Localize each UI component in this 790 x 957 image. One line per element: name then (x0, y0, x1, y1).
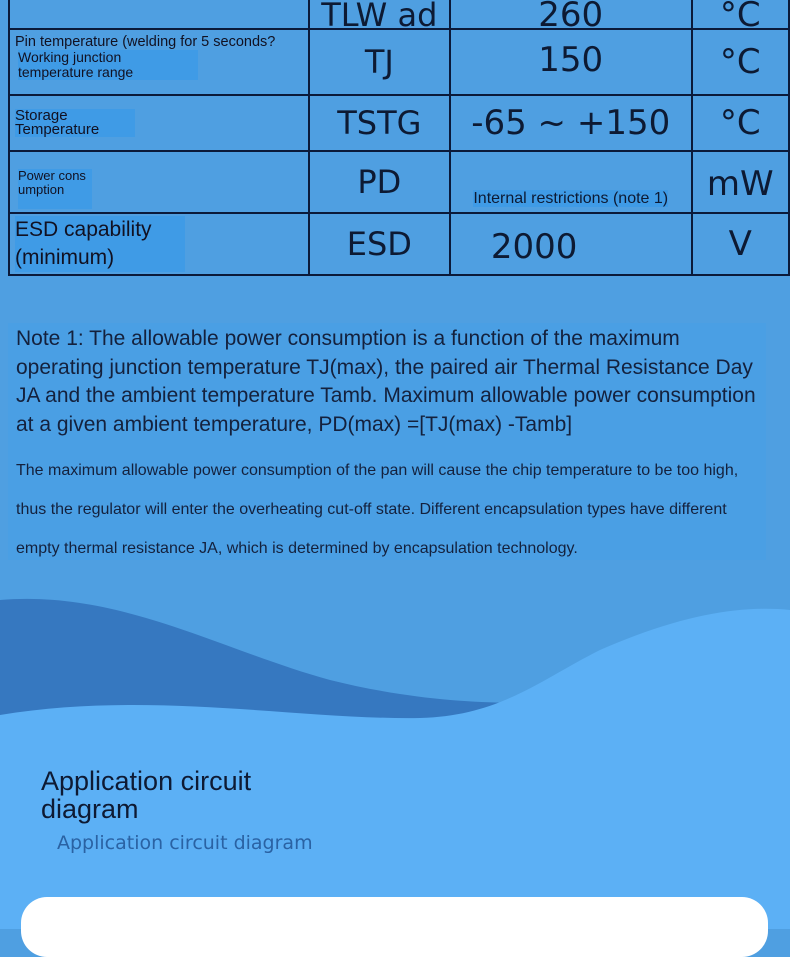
unit-cell: V (692, 213, 789, 275)
table-row (9, 0, 789, 29)
param-text: Storage Temperature (15, 109, 135, 137)
symbol-cell: ESD (309, 213, 450, 275)
param-cell (9, 213, 309, 275)
section-subtitle: Application circuit diagram (57, 832, 313, 854)
param-cell (9, 0, 309, 29)
wave-decoration (0, 590, 790, 929)
value-cell (450, 151, 692, 213)
note-main: Note 1: The allowable power consumption is a function of the maximum operating junction temperature TJ(max), the paired air Thermal Resistance Day JA and the ambient temperature Tamb. Maximum allowable power consumption at a given ambient temperature, PD(max) =[TJ(max) -Tamb] (16, 327, 756, 436)
table-row (9, 29, 789, 95)
param-text: Pin temperature (welding for 5 seconds? (15, 34, 276, 50)
unit-cell: °C (692, 0, 789, 29)
param-text-2: Working junction temperature range (18, 50, 198, 80)
unit-cell: °C (692, 29, 789, 95)
table-row (9, 213, 789, 275)
table-row (9, 151, 789, 213)
symbol-cell: TSTG (309, 95, 450, 151)
param-cell (9, 29, 309, 95)
param-text: ESD capability (minimum) (15, 216, 185, 272)
value-cell: -65 ~ +150 (450, 95, 692, 151)
symbol-cell: TJ (309, 29, 450, 95)
value-cell: 2000 (450, 213, 692, 275)
value-cell: 150 (450, 29, 692, 95)
absolute-ratings-table (8, 0, 790, 276)
value-cell: 260 (450, 0, 692, 29)
unit-cell: mW (692, 151, 789, 213)
param-text: Power consumption (18, 169, 92, 209)
symbol-cell: PD (309, 151, 450, 213)
symbol-cell: TLW ad (309, 0, 450, 29)
unit-cell: °C (692, 95, 789, 151)
note-block (8, 323, 766, 560)
note-detail: The maximum allowable power consumption of the pan will cause the chip temperature to be too high, thus the regulator will enter the overheating cut-off state. Different encapsulation types have different empty thermal resistance JA, which is determined by encapsulation technology. (16, 462, 739, 557)
param-cell (9, 151, 309, 213)
value-text: Internal restrictions (note 1) (473, 190, 669, 207)
param-cell (9, 95, 309, 151)
content-card (21, 897, 768, 957)
table-row (9, 95, 789, 151)
section-title: Application circuit diagram (41, 766, 252, 824)
